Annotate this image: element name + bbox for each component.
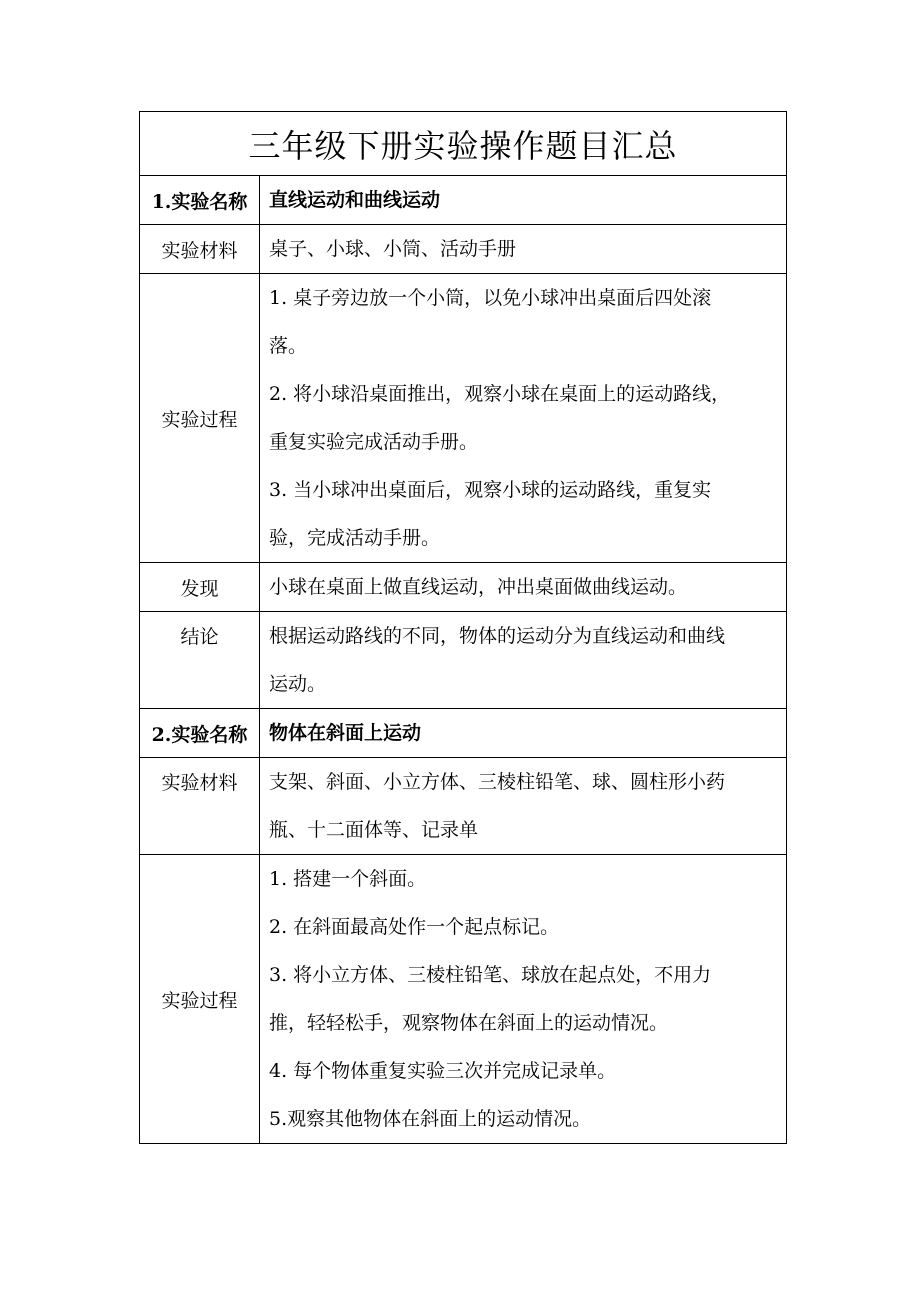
process-line: 1. 搭建一个斜面。 bbox=[269, 868, 427, 890]
process-line: 落。 bbox=[269, 335, 308, 357]
process-line: 验，完成活动手册。 bbox=[269, 527, 441, 549]
experiment-1-materials-row bbox=[140, 225, 787, 274]
process-line: 1. 桌子旁边放一个小筒，以免小球冲出桌面后四处滚 bbox=[269, 287, 712, 309]
title-row bbox=[140, 112, 787, 176]
process-label: 实验过程 bbox=[140, 274, 260, 563]
process-line: 2. 将小球沿桌面推出，观察小球在桌面上的运动路线， bbox=[269, 383, 731, 405]
process-label: 实验过程 bbox=[140, 855, 260, 1144]
page-title: 三年级下册实验操作题目汇总 bbox=[140, 112, 787, 176]
experiment-name: 物体在斜面上运动 bbox=[260, 709, 787, 758]
materials-text bbox=[260, 758, 787, 855]
materials-label: 实验材料 bbox=[140, 225, 260, 274]
findings-text: 小球在桌面上做直线运动，冲出桌面做曲线运动。 bbox=[260, 563, 787, 612]
process-line: 3. 将小立方体、三棱柱铅笔、球放在起点处，不用力 bbox=[269, 964, 712, 986]
process-line: 推，轻轻松手，观察物体在斜面上的运动情况。 bbox=[269, 1012, 669, 1034]
materials-line: 支架、斜面、小立方体、三棱柱铅笔、球、圆柱形小药 bbox=[269, 771, 726, 793]
process-line: 5.观察其他物体在斜面上的运动情况。 bbox=[269, 1108, 592, 1130]
process-line: 重复实验完成活动手册。 bbox=[269, 431, 479, 453]
experiment-name: 直线运动和曲线运动 bbox=[260, 176, 787, 225]
conclusion-text bbox=[260, 612, 787, 709]
experiment-2-materials-row bbox=[140, 758, 787, 855]
materials-text: 桌子、小球、小筒、活动手册 bbox=[260, 225, 787, 274]
experiment-1-findings-row bbox=[140, 563, 787, 612]
conclusion-line: 根据运动路线的不同，物体的运动分为直线运动和曲线 bbox=[269, 625, 726, 647]
conclusion-label: 结论 bbox=[140, 612, 260, 709]
process-line: 3. 当小球冲出桌面后，观察小球的运动路线，重复实 bbox=[269, 479, 712, 501]
process-line: 4. 每个物体重复实验三次并完成记录单。 bbox=[269, 1060, 617, 1082]
experiment-table bbox=[139, 111, 787, 1144]
experiment-1-name-row bbox=[140, 176, 787, 225]
process-text bbox=[260, 855, 787, 1144]
experiment-2-name-row bbox=[140, 709, 787, 758]
materials-line: 瓶、十二面体等、记录单 bbox=[269, 819, 479, 841]
experiment-2-process-row bbox=[140, 855, 787, 1144]
conclusion-line: 运动。 bbox=[269, 673, 327, 695]
experiment-1-process-row bbox=[140, 274, 787, 563]
process-line: 2. 在斜面最高处作一个起点标记。 bbox=[269, 916, 560, 938]
findings-label: 发现 bbox=[140, 563, 260, 612]
experiment-1-conclusion-row bbox=[140, 612, 787, 709]
materials-label: 实验材料 bbox=[140, 758, 260, 855]
experiment-name-label: 2.实验名称 bbox=[140, 709, 260, 758]
experiment-name-label: 1.实验名称 bbox=[140, 176, 260, 225]
process-text bbox=[260, 274, 787, 563]
